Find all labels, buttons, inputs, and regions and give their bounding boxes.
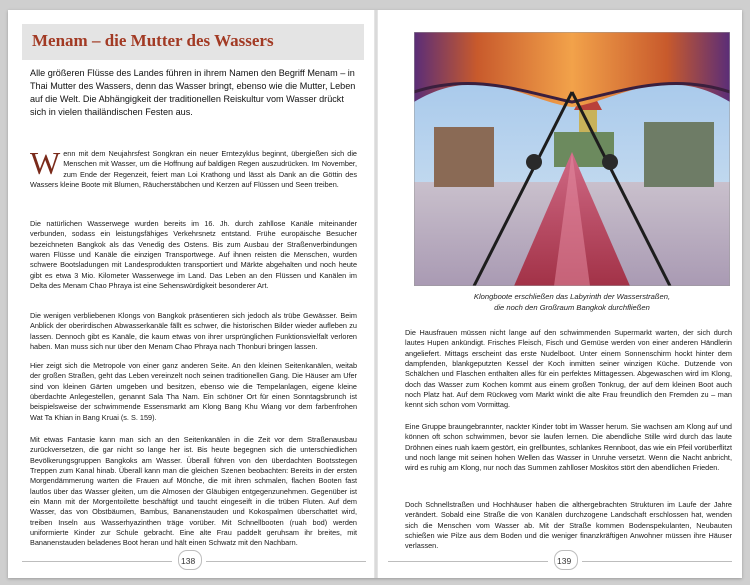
page-number: 138 [181, 556, 196, 566]
page-number: 139 [557, 556, 572, 566]
footer-rule [206, 561, 366, 562]
caption-line: die noch den Großraum Bangkok durchfließen [494, 302, 650, 312]
body-paragraph: Die natürlichen Wasserwege wurden bereits im 16. Jh. durch zahllose Kanäle miteinander verbunden, sodass ein leistungsfähiges Verkehrsnetz entstand. Frühe europäische Besucher bezeichneten Bangkok als das Venedig des Ostens. Bis zum Ausbau der Straßenverbindungen waren Flüsse und Kanäle die einzigen Transportwege. Auf ihnen reisten die Menschen, wurden schwere Bootsladungen mit Landesprodukten transportiert und Märkte abgehalten und noch heute gibt es etwa 3 Mio. Kilometer Wasserwege im Land. Das Leben an den Flüssen und Kanälen im Delta des Menam Chao Phraya ist eine Sehenswürdigkeit besonderer Art. [30, 219, 357, 291]
left-page [8, 10, 374, 578]
footer-rule [388, 561, 548, 562]
body-paragraph: Die wenigen verbliebenen Klongs von Bangkok präsentieren sich jedoch als trübe Gewässer. Beim Anblick der oberirdischen Abwasserkanäle fällt es schwer, die historischen Bilder wieder aufleben zu lassen. Dennoch gibt es Kanäle, die kaum etwas von ihrer ursprünglichen Funktionsvielfalt verloren haben. Man muss sich nur über den Menam Chao Phraya nach Thonburi bringen lassen. [30, 311, 357, 352]
footer-rule [582, 561, 732, 562]
body-paragraph: Die Hausfrauen müssen nicht lange auf den schwimmenden Supermarkt warten, der sich durch lautes Hupen ankündigt. Frisches Fleisch, Fisch und Gemüse werden von einer anderen Händlerin angeliefert. Mittags erscheint das erste Nudelboot. Unter einem Sonnenschirm hockt hinter dem dampfenden, blankgeputzten Kessel der Koch inmitten seiner winzigen Küche. Dutzende von Schälchen und Flaschen enthalten alles für ein perfektes Mittagessen. Abgewaschen wird im Klong, doch das Wasser zum Kochen kommt aus einem großen Tonkrug, der auf dem kleinen Boot auch noch Platz hat. Auf dem Rückweg vom Markt winkt die alte Frau freundlich den Fremden zu – man kennt sich schon vom Vormittag. [405, 328, 732, 410]
paragraph-text: enn mit dem Neujahrsfest Songkran ein neuer Erntezyklus beginnt, übergießen sich die Menschen mit Wasser, um die Hoffnung auf baldigen Regen auszudrücken. Im November, zum Ende der Regenzeit, feiert man Loi Krathong und lässt als Dank an die Göttin des Wassers kleine Boote mit Blumen, Räucherstäbchen und Kerzen auf Flüssen und Seen treiben. [30, 149, 357, 190]
page-title: Menam – die Mutter des Wassers [32, 31, 274, 50]
body-paragraph: Doch Schnellstraßen und Hochhäuser haben die althergebrachten Strukturen im Laufe der Jahre verändert. Sobald eine Straße die von Kanälen durchzogene Landschaft erschlossen hat, wenden sich die Menschen vom Wasser ab. Mit der Straße kommen Bodenspekulanten, Neubauten schießen wie Pilze aus dem Boden und die weniger finanzkräftigen Anwohner müssen ihre Häuser verlassen. [405, 500, 732, 551]
body-paragraph: Mit etwas Fantasie kann man sich an den Seitenkanälen in die Zeit vor dem Straßenausbau zurückversetzen, die gar nicht so lange her ist. Bis heute begegnen sich die unterschiedlichen Bevölkerungsgruppen Bangkoks am Wasser. Überall führen von den überdachten Bootsstegen Treppen zum Kanal hinab. Überall kann man die gleichen Szenen beobachten: Bereits in der ersten Morgendämmerung warten die Frauen auf Mönche, die mit ihren schmalen, flachen Booten fast lautlos über das Wasser gleiten, um die Almosen der Gläubigen entgegenzunehmen. Gegenüber ist ein Mann mit der Morgentoilette beschäftigt und taucht eingeseift in die trüben Fluten. Auf dem Wasser, das von Obstbäumen, Bambus, Bananenstauden und Kokospalmen überschattet wird, treiben Inseln aus Wasserhyazinthen träge vorüber. Mit Schnellbooten (ruah bod) werden uniformierte Kinder zur Schule gebracht. Eine alte Frau paddelt geruhsam ihr breites, mit Bananenstauden beladenes Boot heran und hält einen Schwatz mit den Nachbarn. [30, 435, 357, 548]
body-paragraph [30, 145, 357, 190]
caption-line: Klongboote erschließen das Labyrinth der Wasserstraßen, [473, 292, 671, 301]
body-paragraph: Eine Gruppe braungebrannter, nackter Kinder tobt im Wasser herum. Sie wachsen am Klong auf und können oft schon schwimmen, bevor sie laufen lernen. Die abendliche Stille wird durch das laute Dröhnen eines ruah kaem gestört, ein grellbuntes, schlankes Rennboot, das wie ein Pfeil vorüberflitzt und noch lange mit seinen hohen Wellen das Wasser in Unruhe versetzt. Wenn die Nacht anbricht, wird es ruhig am Klong, nur noch das Summen zahlloser Moskitos stört den abendlichen Frieden. [405, 422, 732, 473]
body-paragraph: Hier zeigt sich die Metropole von einer ganz anderen Seite. An den kleinen Seitenkanälen, weitab der großen Straßen, geht das Leben vereinzelt noch seinen traditionellen Gang. Die Häuser am Ufer sind von kleinen Gärten umgeben und besitzen, ebenso wie die Tempelanlagen, eigene kleine überdachte Anlegestellen, genannt Sala Tha Nam. Ein schöner Ort für einen Sonntagsbrunch ist beispielsweise der schwimmende Essensmarkt am Klong Bang Khu Wiang vor dem farbenfrohen Wat Ta Khian in Bang Kruai (s. S. 159). [30, 361, 357, 422]
photo-caption [414, 292, 730, 313]
drop-cap: W [30, 145, 61, 181]
footer-rule [22, 561, 172, 562]
book-spread [8, 10, 742, 578]
intro-paragraph: Alle größeren Flüsse des Landes führen in ihrem Namen den Begriff Menam – in Thai Mutter des Wassers, denn das Wasser bringt, ebenso wie die Mutter, Leben auf die Welt. Die Abhängigkeit der traditionellen Reiskultur vom Wasser drückt sich in vielen thailändischen Festen aus. [30, 68, 356, 118]
right-page [378, 10, 742, 578]
longboat-photo [414, 32, 730, 286]
left-body-text [30, 145, 357, 190]
title-band [22, 24, 364, 60]
